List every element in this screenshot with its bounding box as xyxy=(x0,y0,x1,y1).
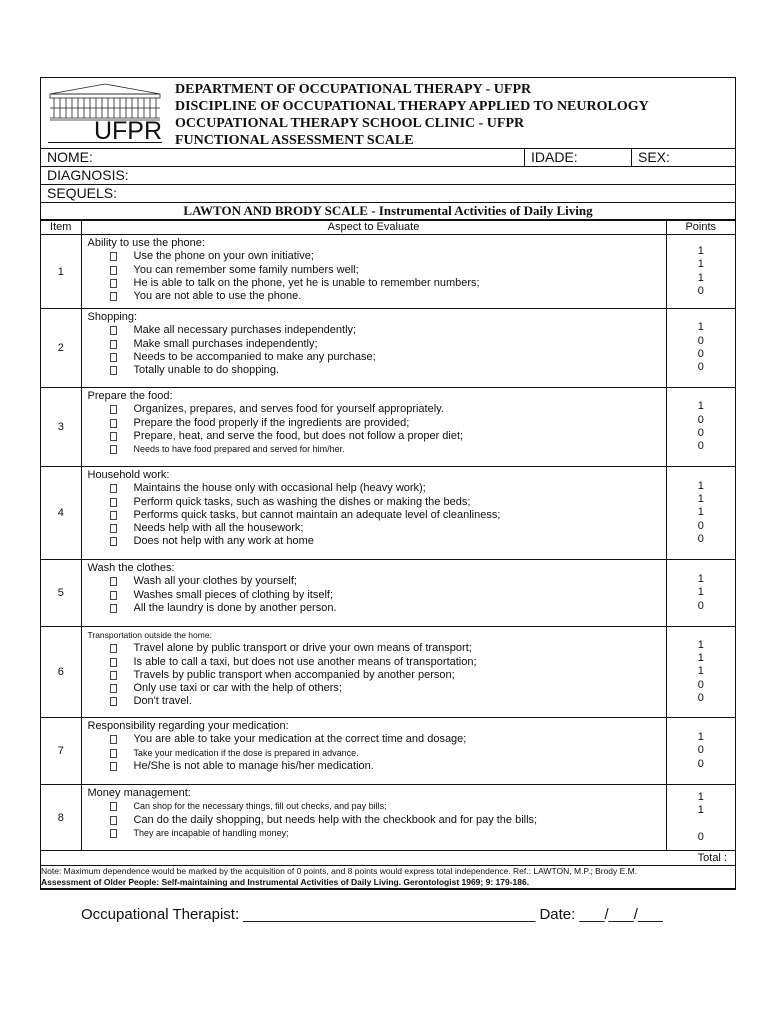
point-value: 0 xyxy=(697,413,704,426)
option-label: You are able to take your medication at the correct time and dosage; xyxy=(133,733,467,746)
option-item xyxy=(88,417,666,430)
item-number: 3 xyxy=(41,388,81,467)
checkbox-icon[interactable] xyxy=(110,511,117,520)
option-label: Is able to call a taxi, but does not use another means of transportation; xyxy=(133,655,477,668)
header-titles xyxy=(175,81,649,149)
checkbox-icon[interactable] xyxy=(110,577,117,586)
point-value: 1 xyxy=(697,321,704,334)
sequels-row xyxy=(41,185,735,203)
checkbox-icon[interactable] xyxy=(110,326,117,335)
total-label: Total : xyxy=(41,851,735,866)
checkbox-icon[interactable] xyxy=(110,445,117,454)
item-number: 2 xyxy=(41,309,81,388)
point-value: 1 xyxy=(697,493,704,506)
point-value: 0 xyxy=(697,427,704,439)
option-item xyxy=(88,509,666,522)
checkbox-icon[interactable] xyxy=(110,266,117,275)
item-points xyxy=(666,718,735,785)
item-aspect xyxy=(81,235,666,309)
option-label: Performs quick tasks, but cannot maintain an adequate level of cleanliness; xyxy=(133,508,501,521)
item-number: 4 xyxy=(41,467,81,560)
item-row xyxy=(41,309,735,388)
option-item xyxy=(88,642,666,655)
item-number: 5 xyxy=(41,560,81,627)
total-row xyxy=(41,851,735,866)
option-label: Prepare the food properly if the ingredients are provided; xyxy=(133,416,410,429)
point-value: 1 xyxy=(697,244,704,257)
logo-rule xyxy=(48,142,162,143)
idade-field[interactable]: IDADE: xyxy=(524,149,578,166)
option-item xyxy=(88,827,666,840)
option-label: Needs help with all the housework; xyxy=(133,522,304,535)
option-item xyxy=(88,669,666,682)
option-label: Maintains the house only with occasional help (heavy work); xyxy=(133,482,426,495)
note-cell xyxy=(41,866,735,889)
option-label: Take your medication if the dose is prepared in advance. xyxy=(133,747,359,758)
header-line-discipline: DISCIPLINE OF OCCUPATIONAL THERAPY APPLIED TO NEUROLOGY xyxy=(175,99,649,114)
option-label: Make small purchases independently; xyxy=(133,337,318,350)
item-points xyxy=(666,309,735,388)
point-value: 1 xyxy=(697,790,704,803)
option-item xyxy=(88,324,666,337)
option-label: Needs to be accompanied to make any purchase; xyxy=(133,350,376,363)
checkbox-icon[interactable] xyxy=(110,735,117,744)
option-item xyxy=(88,800,666,813)
checkbox-icon[interactable] xyxy=(110,697,117,706)
checkbox-icon[interactable] xyxy=(110,658,117,667)
note-text: Note: Maximum dependence would be marked by the acquisition of 0 points, and 8 points would express total independence. Ref.: LAWTON, M.P.; Brody E.M. xyxy=(41,866,638,876)
point-value: 1 xyxy=(697,271,704,284)
point-value: 1 xyxy=(697,731,704,744)
item-title: Prepare the food: xyxy=(87,390,173,402)
item-number: 1 xyxy=(41,235,81,309)
point-value: 1 xyxy=(697,479,704,492)
item-number: 8 xyxy=(41,785,81,851)
diagnosis-row xyxy=(41,167,735,185)
items-body xyxy=(41,235,735,851)
option-item xyxy=(88,814,666,827)
checkbox-icon[interactable] xyxy=(110,749,117,758)
option-label: Wash all your clothes by yourself; xyxy=(133,575,297,588)
option-label: He is able to talk on the phone, yet he is unable to remember numbers; xyxy=(133,276,480,289)
point-value: 0 xyxy=(697,830,704,843)
option-label: Prepare, heat, and serve the food, but does not follow a proper diet; xyxy=(133,429,464,442)
point-value: 0 xyxy=(697,334,704,347)
points-list xyxy=(667,321,736,374)
item-points xyxy=(666,235,735,309)
column-header-item: Item xyxy=(41,221,81,235)
point-value: 0 xyxy=(697,532,704,545)
item-row xyxy=(41,627,735,718)
checkbox-icon[interactable] xyxy=(110,279,117,288)
option-label: Don't travel. xyxy=(133,695,192,708)
item-title: Shopping: xyxy=(87,311,138,323)
points-list xyxy=(667,480,736,546)
option-item xyxy=(88,575,666,588)
option-label: Washes small pieces of clothing by itself; xyxy=(133,588,334,601)
option-label: Totally unable to do shopping. xyxy=(133,364,280,377)
signature-line: Occupational Therapist: ___________________________________ Date: ___/___/___ xyxy=(81,906,663,923)
checkbox-icon[interactable] xyxy=(110,684,117,693)
item-title: Wash the clothes: xyxy=(87,562,175,574)
checkbox-icon[interactable] xyxy=(110,292,117,301)
item-title: Responsibility regarding your medication: xyxy=(87,720,289,732)
scale-title: LAWTON AND BRODY SCALE - Instrumental Activities of Daily Living xyxy=(41,203,735,220)
option-item xyxy=(88,250,666,263)
option-item xyxy=(88,443,666,456)
item-aspect xyxy=(81,467,666,560)
nome-field[interactable]: NOME: xyxy=(47,149,93,165)
item-points xyxy=(666,785,735,851)
option-item xyxy=(88,535,666,548)
points-list xyxy=(667,791,736,844)
note-row xyxy=(41,866,735,889)
option-item xyxy=(88,695,666,708)
checkbox-icon[interactable] xyxy=(110,644,117,653)
point-value: 0 xyxy=(697,519,704,532)
option-item xyxy=(88,747,666,760)
assessment-form xyxy=(40,77,736,890)
option-label: Can shop for the necessary things, fill out checks, and pay bills; xyxy=(133,801,387,812)
ufpr-logo xyxy=(48,82,162,144)
building-icon xyxy=(48,82,162,122)
form-header xyxy=(41,78,735,149)
option-item xyxy=(88,760,666,773)
sex-field[interactable]: SEX: xyxy=(631,149,670,166)
checkbox-icon[interactable] xyxy=(110,671,117,680)
option-label: Make all necessary purchases independently; xyxy=(133,324,357,337)
checkbox-icon[interactable] xyxy=(110,419,117,428)
checkbox-icon[interactable] xyxy=(110,604,117,613)
item-aspect xyxy=(81,627,666,718)
point-value xyxy=(699,818,702,831)
item-points xyxy=(666,467,735,560)
option-label: Travel alone by public transport or drive your own means of transport; xyxy=(133,642,472,655)
option-label: You are not able to use the phone. xyxy=(133,290,302,303)
items-table xyxy=(41,220,735,889)
item-aspect xyxy=(81,560,666,627)
points-list xyxy=(667,639,736,705)
item-title: Money management: xyxy=(87,787,191,799)
item-points xyxy=(666,388,735,467)
point-value: 1 xyxy=(697,573,704,586)
header-line-clinic: OCCUPATIONAL THERAPY SCHOOL CLINIC - UFPR xyxy=(175,116,525,131)
option-item xyxy=(88,338,666,351)
option-item xyxy=(88,264,666,277)
option-item xyxy=(88,277,666,290)
point-value: 1 xyxy=(697,506,704,519)
option-label: You can remember some family numbers well; xyxy=(133,263,359,276)
checkbox-icon[interactable] xyxy=(110,524,117,533)
checkbox-icon[interactable] xyxy=(110,484,117,493)
option-item xyxy=(88,589,666,602)
item-aspect xyxy=(81,309,666,388)
point-value: 0 xyxy=(697,691,704,704)
checkbox-icon[interactable] xyxy=(110,762,117,771)
point-value: 0 xyxy=(697,348,704,360)
checkbox-icon[interactable] xyxy=(110,802,117,811)
option-item xyxy=(88,430,666,443)
checkbox-icon[interactable] xyxy=(110,252,117,261)
item-row xyxy=(41,560,735,627)
point-value: 0 xyxy=(697,361,704,374)
option-label: Organizes, prepares, and serves food for yourself appropriately. xyxy=(133,403,444,416)
checkbox-icon[interactable] xyxy=(110,816,117,825)
point-value: 0 xyxy=(697,678,704,691)
point-value: 1 xyxy=(697,586,704,599)
item-number: 7 xyxy=(41,718,81,785)
option-label: All the laundry is done by another person. xyxy=(133,601,337,614)
sequels-field[interactable]: SEQUELS: xyxy=(47,185,118,201)
option-item xyxy=(88,602,666,615)
point-value: 1 xyxy=(697,258,704,271)
item-points xyxy=(666,560,735,627)
item-row xyxy=(41,718,735,785)
option-label: Needs to have food prepared and served for him/her. xyxy=(133,444,345,455)
logo-text: UFPR xyxy=(93,117,162,145)
header-line-department: DEPARTMENT OF OCCUPATIONAL THERAPY - UFPR xyxy=(175,82,532,97)
option-item xyxy=(88,682,666,695)
option-item xyxy=(88,364,666,377)
points-list xyxy=(667,731,736,771)
point-value: 1 xyxy=(697,638,704,651)
option-item xyxy=(88,496,666,509)
item-aspect xyxy=(81,388,666,467)
nome-row xyxy=(41,149,735,167)
item-aspect xyxy=(81,718,666,785)
checkbox-icon[interactable] xyxy=(110,829,117,838)
option-item xyxy=(88,733,666,746)
checkbox-icon[interactable] xyxy=(110,353,117,362)
point-value: 0 xyxy=(697,284,704,297)
diagnosis-field[interactable]: DIAGNOSIS: xyxy=(47,167,129,183)
point-value: 0 xyxy=(697,744,704,757)
column-header-aspect: Aspect to Evaluate xyxy=(81,221,666,235)
item-row xyxy=(41,388,735,467)
option-item xyxy=(88,522,666,535)
option-item xyxy=(88,403,666,416)
option-label: He/She is not able to manage his/her medication. xyxy=(133,759,374,772)
checkbox-icon[interactable] xyxy=(110,537,117,546)
checkbox-icon[interactable] xyxy=(110,432,117,441)
option-label: Does not help with any work at home xyxy=(133,535,314,548)
item-title: Transportation outside the home: xyxy=(87,630,212,640)
point-value: 1 xyxy=(697,400,704,413)
item-title: Ability to use the phone: xyxy=(87,237,205,249)
checkbox-icon[interactable] xyxy=(110,366,117,375)
checkbox-icon[interactable] xyxy=(110,340,117,349)
table-header-row xyxy=(41,221,735,235)
item-number: 6 xyxy=(41,627,81,718)
point-value: 1 xyxy=(697,804,704,817)
item-row xyxy=(41,467,735,560)
option-label: Only use taxi or car with the help of others; xyxy=(133,682,342,695)
reference-text: Assessment of Older People: Self-maintaining and Instrumental Activities of Daily Living. Gerontologist 1969; 9: 179-186. xyxy=(41,877,530,887)
option-label: Can do the daily shopping, but needs help with the checkbook and for pay the bills; xyxy=(133,813,538,826)
point-value: 1 xyxy=(697,665,704,678)
item-row xyxy=(41,785,735,851)
points-list xyxy=(667,573,736,613)
checkbox-icon[interactable] xyxy=(110,498,117,507)
item-aspect xyxy=(81,785,666,851)
checkbox-icon[interactable] xyxy=(110,405,117,414)
item-title: Household work: xyxy=(87,469,170,481)
option-item xyxy=(88,290,666,303)
point-value: 0 xyxy=(697,757,704,770)
option-item xyxy=(88,656,666,669)
option-label: Perform quick tasks, such as washing the dishes or making the beds; xyxy=(133,495,471,508)
option-item xyxy=(88,351,666,364)
points-list xyxy=(667,245,736,298)
point-value: 0 xyxy=(697,440,704,453)
checkbox-icon[interactable] xyxy=(110,591,117,600)
option-label: They are incapable of handling money; xyxy=(133,827,289,838)
point-value: 1 xyxy=(697,652,704,665)
column-header-points: Points xyxy=(666,221,735,235)
point-value: 0 xyxy=(697,599,704,612)
option-label: Travels by public transport when accompanied by another person; xyxy=(133,668,455,681)
option-item xyxy=(88,482,666,495)
option-label: Use the phone on your own initiative; xyxy=(133,250,314,263)
header-line-scale: FUNCTIONAL ASSESSMENT SCALE xyxy=(175,133,414,148)
item-points xyxy=(666,627,735,718)
item-row xyxy=(41,235,735,309)
points-list xyxy=(667,400,736,453)
